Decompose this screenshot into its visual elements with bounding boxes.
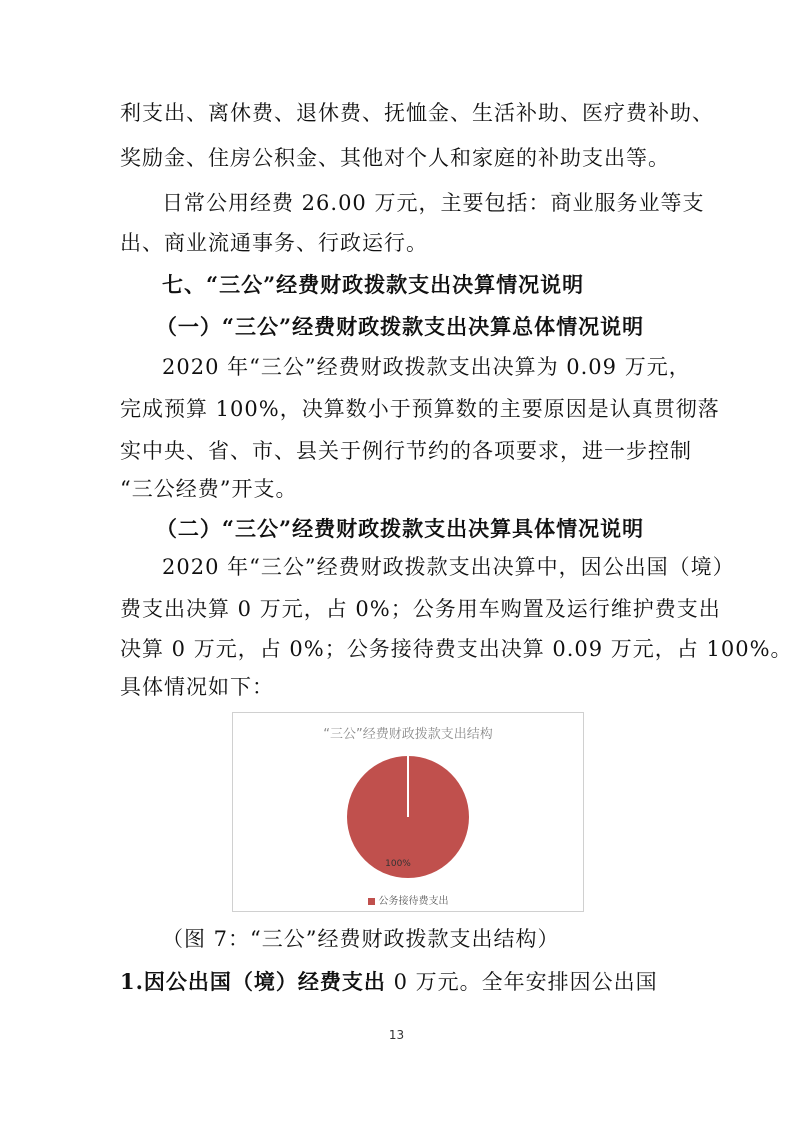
pie-data-label: 100% — [385, 859, 411, 869]
pie-chart-svg — [233, 713, 583, 911]
paragraph-line: 具体情况如下： — [120, 675, 274, 699]
paragraph-lead-bold: 1.因公出国（境）经费支出 — [120, 969, 386, 994]
paragraph-line: 2020 年“三公”经费财政拨款支出决算为 0.09 万元， — [162, 355, 691, 379]
paragraph-line: 实中央、省、市、县关于例行节约的各项要求，进一步控制 — [120, 439, 692, 463]
paragraph-line: 利支出、离休费、退休费、抚恤金、生活补助、医疗费补助、 — [120, 101, 714, 125]
paragraph-line: 完成预算 100%，决算数小于预算数的主要原因是认真贯彻落 — [120, 397, 720, 421]
section-heading: 七、“三公”经费财政拨款支出决算情况说明 — [162, 272, 585, 297]
paragraph-line: 出、商业流通事务、行政运行。 — [120, 231, 428, 255]
legend-label: 公务接待费支出 — [378, 896, 449, 907]
paragraph-line: 奖励金、住房公积金、其他对个人和家庭的补助支出等。 — [120, 146, 670, 170]
subsection-heading: （二）“三公”经费财政拨款支出决算具体情况说明 — [155, 516, 645, 541]
pie-chart — [232, 712, 584, 912]
paragraph-rest: 0 万元。全年安排因公出国 — [385, 970, 658, 994]
subsection-heading: （一）“三公”经费财政拨款支出决算总体情况说明 — [155, 314, 645, 339]
paragraph-line: “三公经费”开支。 — [120, 477, 298, 501]
paragraph-line: 决算 0 万元，占 0%；公务接待费支出决算 0.09 万元，占 100%。 — [120, 637, 793, 661]
paragraph-line: 2020 年“三公”经费财政拨款支出决算中，因公出国（境） — [162, 555, 735, 579]
legend-swatch — [368, 898, 375, 905]
paragraph-line — [120, 968, 680, 996]
paragraph-line: 费支出决算 0 万元，占 0%；公务用车购置及运行维护费支出 — [120, 597, 721, 621]
chart-legend — [233, 892, 583, 907]
page-number: 13 — [388, 1028, 405, 1042]
figure-caption: （图 7：“三公”经费财政拨款支出结构） — [162, 927, 560, 951]
paragraph-line: 日常公用经费 26.00 万元，主要包括：商业服务业等支 — [162, 191, 705, 215]
chart-title: “三公”经费财政拨款支出结构 — [323, 727, 493, 742]
